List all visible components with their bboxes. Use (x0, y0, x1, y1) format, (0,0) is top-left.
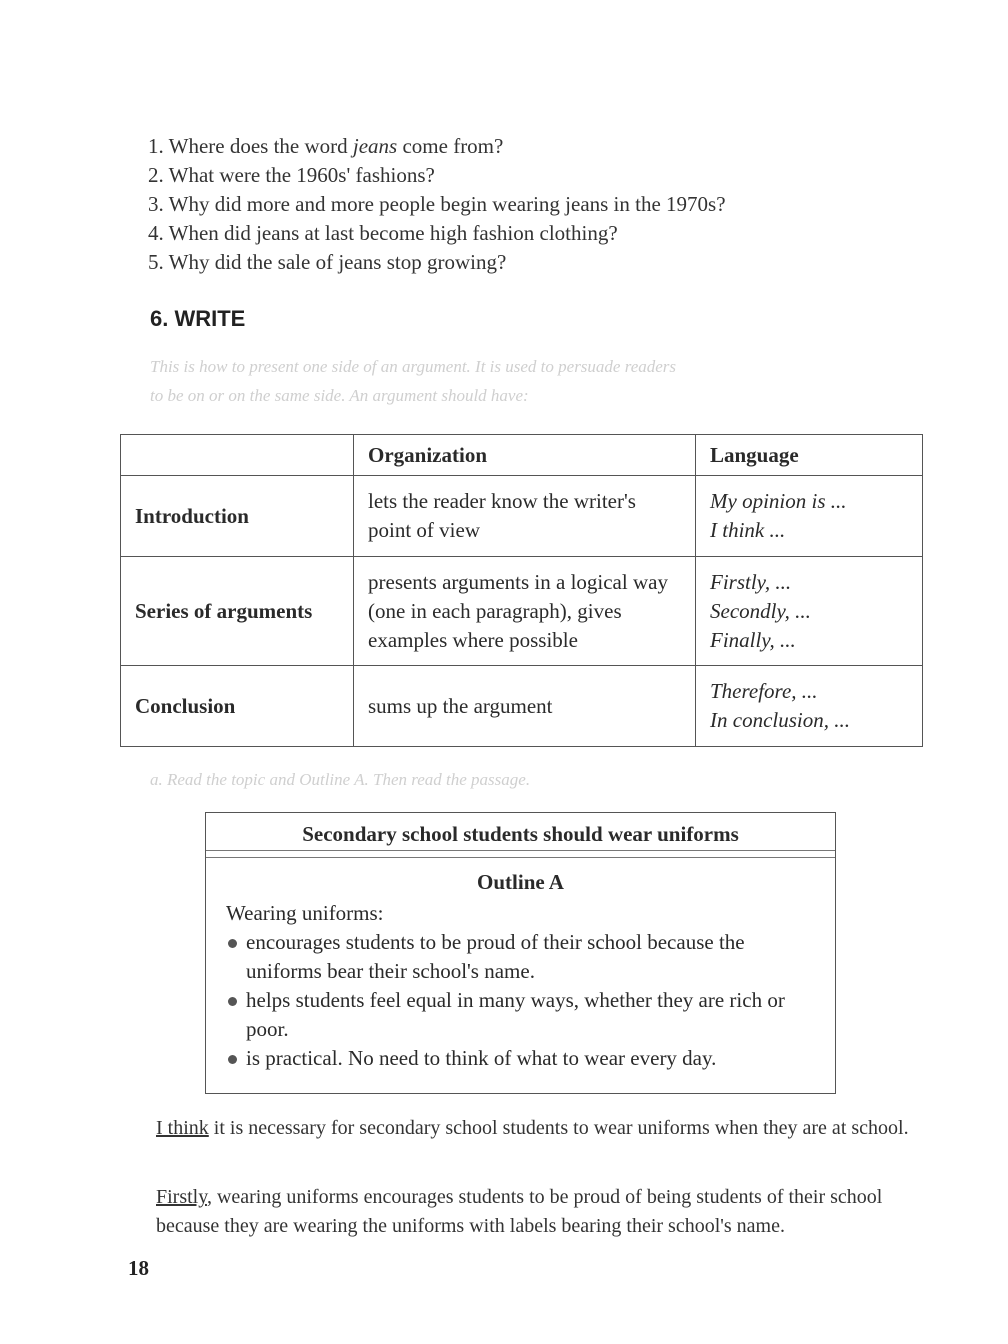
question-2: 2. What were the 1960s' fashions? (148, 163, 435, 187)
passage-paragraph-1: I think it is necessary for secondary school students to wear uniforms when they are at school. (156, 1117, 909, 1139)
table-row (121, 476, 923, 557)
bullet-icon (228, 997, 237, 1006)
language-phrase: I think ... (710, 518, 786, 542)
row-part: Conclusion (121, 666, 354, 747)
row-part: Series of arguments (121, 557, 354, 666)
table-header-organization: Organization (354, 435, 696, 476)
row-organization: sums up the argument (354, 666, 696, 747)
outline-topic: Secondary school students should wear uniforms (206, 813, 835, 851)
table-header-row (121, 435, 923, 476)
table-header-empty (121, 435, 354, 476)
page-number: 18 (128, 1256, 149, 1280)
question-5: 5. Why did the sale of jeans stop growing? (148, 250, 507, 274)
language-phrase: In conclusion, ... (710, 708, 850, 732)
list-item: is practical. No need to think of what to wear every day. (226, 1044, 815, 1073)
row-organization: lets the reader know the writer's point of view (354, 476, 696, 557)
question-1: 1. Where does the word jeans come from? (148, 134, 504, 158)
outline-box (205, 812, 836, 1094)
bullet-icon (228, 1055, 237, 1064)
language-phrase: Finally, ... (710, 627, 796, 652)
question-3: 3. Why did more and more people begin wearing jeans in the 1970s? (148, 192, 726, 216)
language-phrase: My opinion is ... (710, 489, 847, 513)
section-intro-line-1: This is how to present one side of an argument. It is used to persuade readers (150, 357, 677, 376)
row-language (696, 666, 923, 747)
outline-subtitle: Outline A (477, 870, 564, 894)
language-phrase: Therefore, ... (710, 679, 818, 703)
outline-bullets (226, 928, 815, 1073)
passage-paragraph-2: Firstly, wearing uniforms encourages students to be proud of being students of their school because they are wearing the uniforms with labels bearing their school's name. (156, 1186, 883, 1237)
argument-structure-table (120, 434, 923, 747)
question-4: 4. When did jeans at last become high fashion clothing? (148, 221, 618, 245)
row-language (696, 557, 923, 666)
outline-divider (206, 851, 835, 858)
section-heading: 6. WRITE (150, 306, 246, 331)
question-1-emphasis: jeans (352, 134, 398, 158)
passage-marker-1: I think (156, 1117, 209, 1139)
comprehension-questions (148, 132, 726, 277)
outline-lead: Wearing uniforms: (226, 901, 384, 925)
language-phrase: Firstly, ... (710, 569, 792, 594)
task-a-instruction: a. Read the topic and Outline A. Then read the passage. (150, 770, 531, 789)
section-intro-line-2: to be on or on the same side. An argument should have: (150, 386, 529, 405)
table-row (121, 666, 923, 747)
passage-marker-2: Firstly (156, 1186, 207, 1208)
row-language (696, 476, 923, 557)
table-header-language: Language (696, 435, 923, 476)
outline-body (206, 895, 835, 1073)
table-row (121, 557, 923, 666)
row-organization: presents arguments in a logical way (one in each paragraph), gives examples where possible (354, 557, 696, 666)
list-item: helps students feel equal in many ways, whether they are rich or poor. (226, 986, 815, 1044)
bullet-icon (228, 939, 237, 948)
language-phrase: Secondly, ... (710, 598, 811, 623)
row-part: Introduction (121, 476, 354, 557)
list-item: encourages students to be proud of their school because the uniforms bear their school's name. (226, 928, 815, 986)
